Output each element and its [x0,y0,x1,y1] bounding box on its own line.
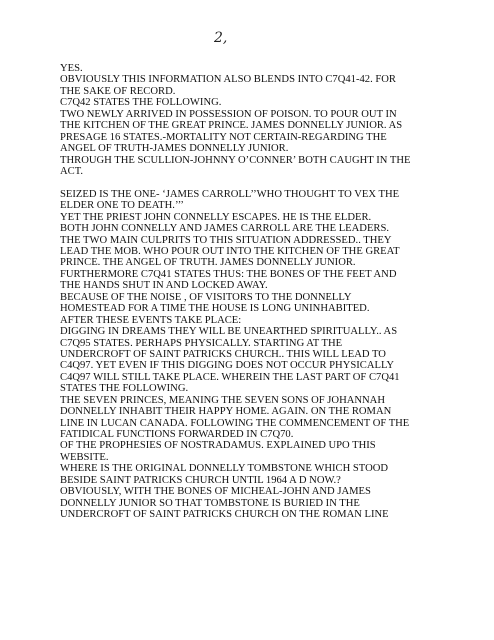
paragraph-block-a [60,63,490,177]
text-line: OBVIOUSLY, WITH THE BONES OF MICHEAL-JOHN AND JAMES [60,486,371,498]
text-line: LEAD THE MOB. WHO POUR OUT INTO THE KITCHEN OF THE GREAT [60,246,400,257]
body-text [60,63,490,521]
text-line: THE SAKE OF RECORD. [60,85,176,97]
text-line: C7Q95 STATES. PERHAPS PHYSICALLY. STARTING AT THE [60,337,343,349]
text-line: SEIZED IS THE ONE- ‘JAMES CARROLL’’WHO THOUGHT TO VEX THE [60,188,400,200]
text-line: DONNELLY INHABIT THEIR HAPPY HOME. AGAIN. ON THE ROMAN [60,406,392,418]
text-line: ANGEL OF TRUTH-JAMES DONNELLY JUNIOR. [60,143,289,155]
text-line: THE KITCHEN OF THE GREAT PRINCE. JAMES DONNELLY JUNIOR. AS [60,120,403,132]
text-line: LINE IN LUCAN CANADA. FOLLOWING THE COMMENCEMENT OF THE [60,417,410,429]
text-line: PRESAGE 16 STATES.-MORTALITY NOT CERTAIN-REGARDING THE [60,131,387,143]
text-line: FATIDICAL FUNCTIONS FORWARDED IN C7Q70. [60,429,294,440]
text-line: YET THE PRIEST JOHN CONNELLY ESCAPES. HE IS THE ELDER. [60,211,372,223]
text-line: OF THE PROPHESIES OF NOSTRADAMUS. EXPLAINED UPO THIS [60,440,376,452]
text-line: C4Q97 WILL STILL TAKE PLACE. WHEREIN THE LAST PART OF C7Q41 [60,371,400,383]
text-line: WEBSITE. [60,451,109,463]
text-line: OBVIOUSLY THIS INFORMATION ALSO BLENDS INTO C7Q41-42. FOR [60,74,396,86]
text-line: WHERE IS THE ORIGINAL DONNELLY TOMBSTONE WHICH STOOD [60,463,389,475]
text-line: ACT. [60,165,84,177]
text-line: BOTH JOHN CONNELLY AND JAMES CARROLL ARE THE LEADERS. [60,223,390,235]
text-line: C4Q97. YET EVEN IF THIS DIGGING DOES NOT OCCUR PHYSICALLY [60,360,395,372]
text-line: BECAUSE OF THE NOISE , OF VISITORS TO THE DONNELLY [60,291,352,303]
text-line: UNDERCROFT OF SAINT PATRICKS CHURCH.. THIS WILL LEAD TO [60,348,386,360]
page-number: 2, [214,30,228,46]
text-line: C7Q42 STATES THE FOLLOWING. [60,97,222,109]
text-line: DIGGING IN DREAMS THEY WILL BE UNEARTHED SPIRITUALLY.. AS [60,326,398,338]
text-line: ELDER ONE TO DEATH.’’’ [60,200,184,212]
text-line: TWO NEWLY ARRIVED IN POSSESSION OF POISON. TO POUR OUT IN [60,108,397,120]
text-line: HOMESTEAD FOR A TIME THE HOUSE IS LONG UNINHABITED. [60,303,370,315]
text-line: FURTHERMORE C7Q41 STATES THUS: THE BONES OF THE FEET AND [60,268,397,280]
text-line: YES. [60,63,83,74]
text-line: THE TWO MAIN CULPRITS TO THIS SITUATION ADDRESSED.. THEY [60,234,392,246]
text-line: STATES THE FOLLOWING. [60,383,189,395]
text-line: DONNELLY JUNIOR SO THAT TOMBSTONE IS BURIED IN THE [60,497,360,509]
text-line: BESIDE SAINT PATRICKS CHURCH UNTIL 1964 A D NOW.? [60,474,341,486]
text-line: THE SEVEN PRINCES, MEANING THE SEVEN SONS OF JOHANNAH [60,394,385,406]
text-line: THE HANDS SHUT IN AND LOCKED AWAY. [60,280,268,292]
text-line: AFTER THESE EVENTS TAKE PLACE: [60,314,242,326]
text-line: THROUGH THE SCULLION-JOHNNY O’CONNER’ BOTH CAUGHT IN THE [60,154,411,166]
paragraph-block-b [60,189,490,521]
text-line: UNDERCROFT OF SAINT PATRICKS CHURCH ON THE ROMAN LINE [60,509,389,521]
paragraph-gap [60,177,490,188]
text-line: PRINCE. THE ANGEL OF TRUTH. JAMES DONNELLY JUNIOR. [60,257,356,269]
